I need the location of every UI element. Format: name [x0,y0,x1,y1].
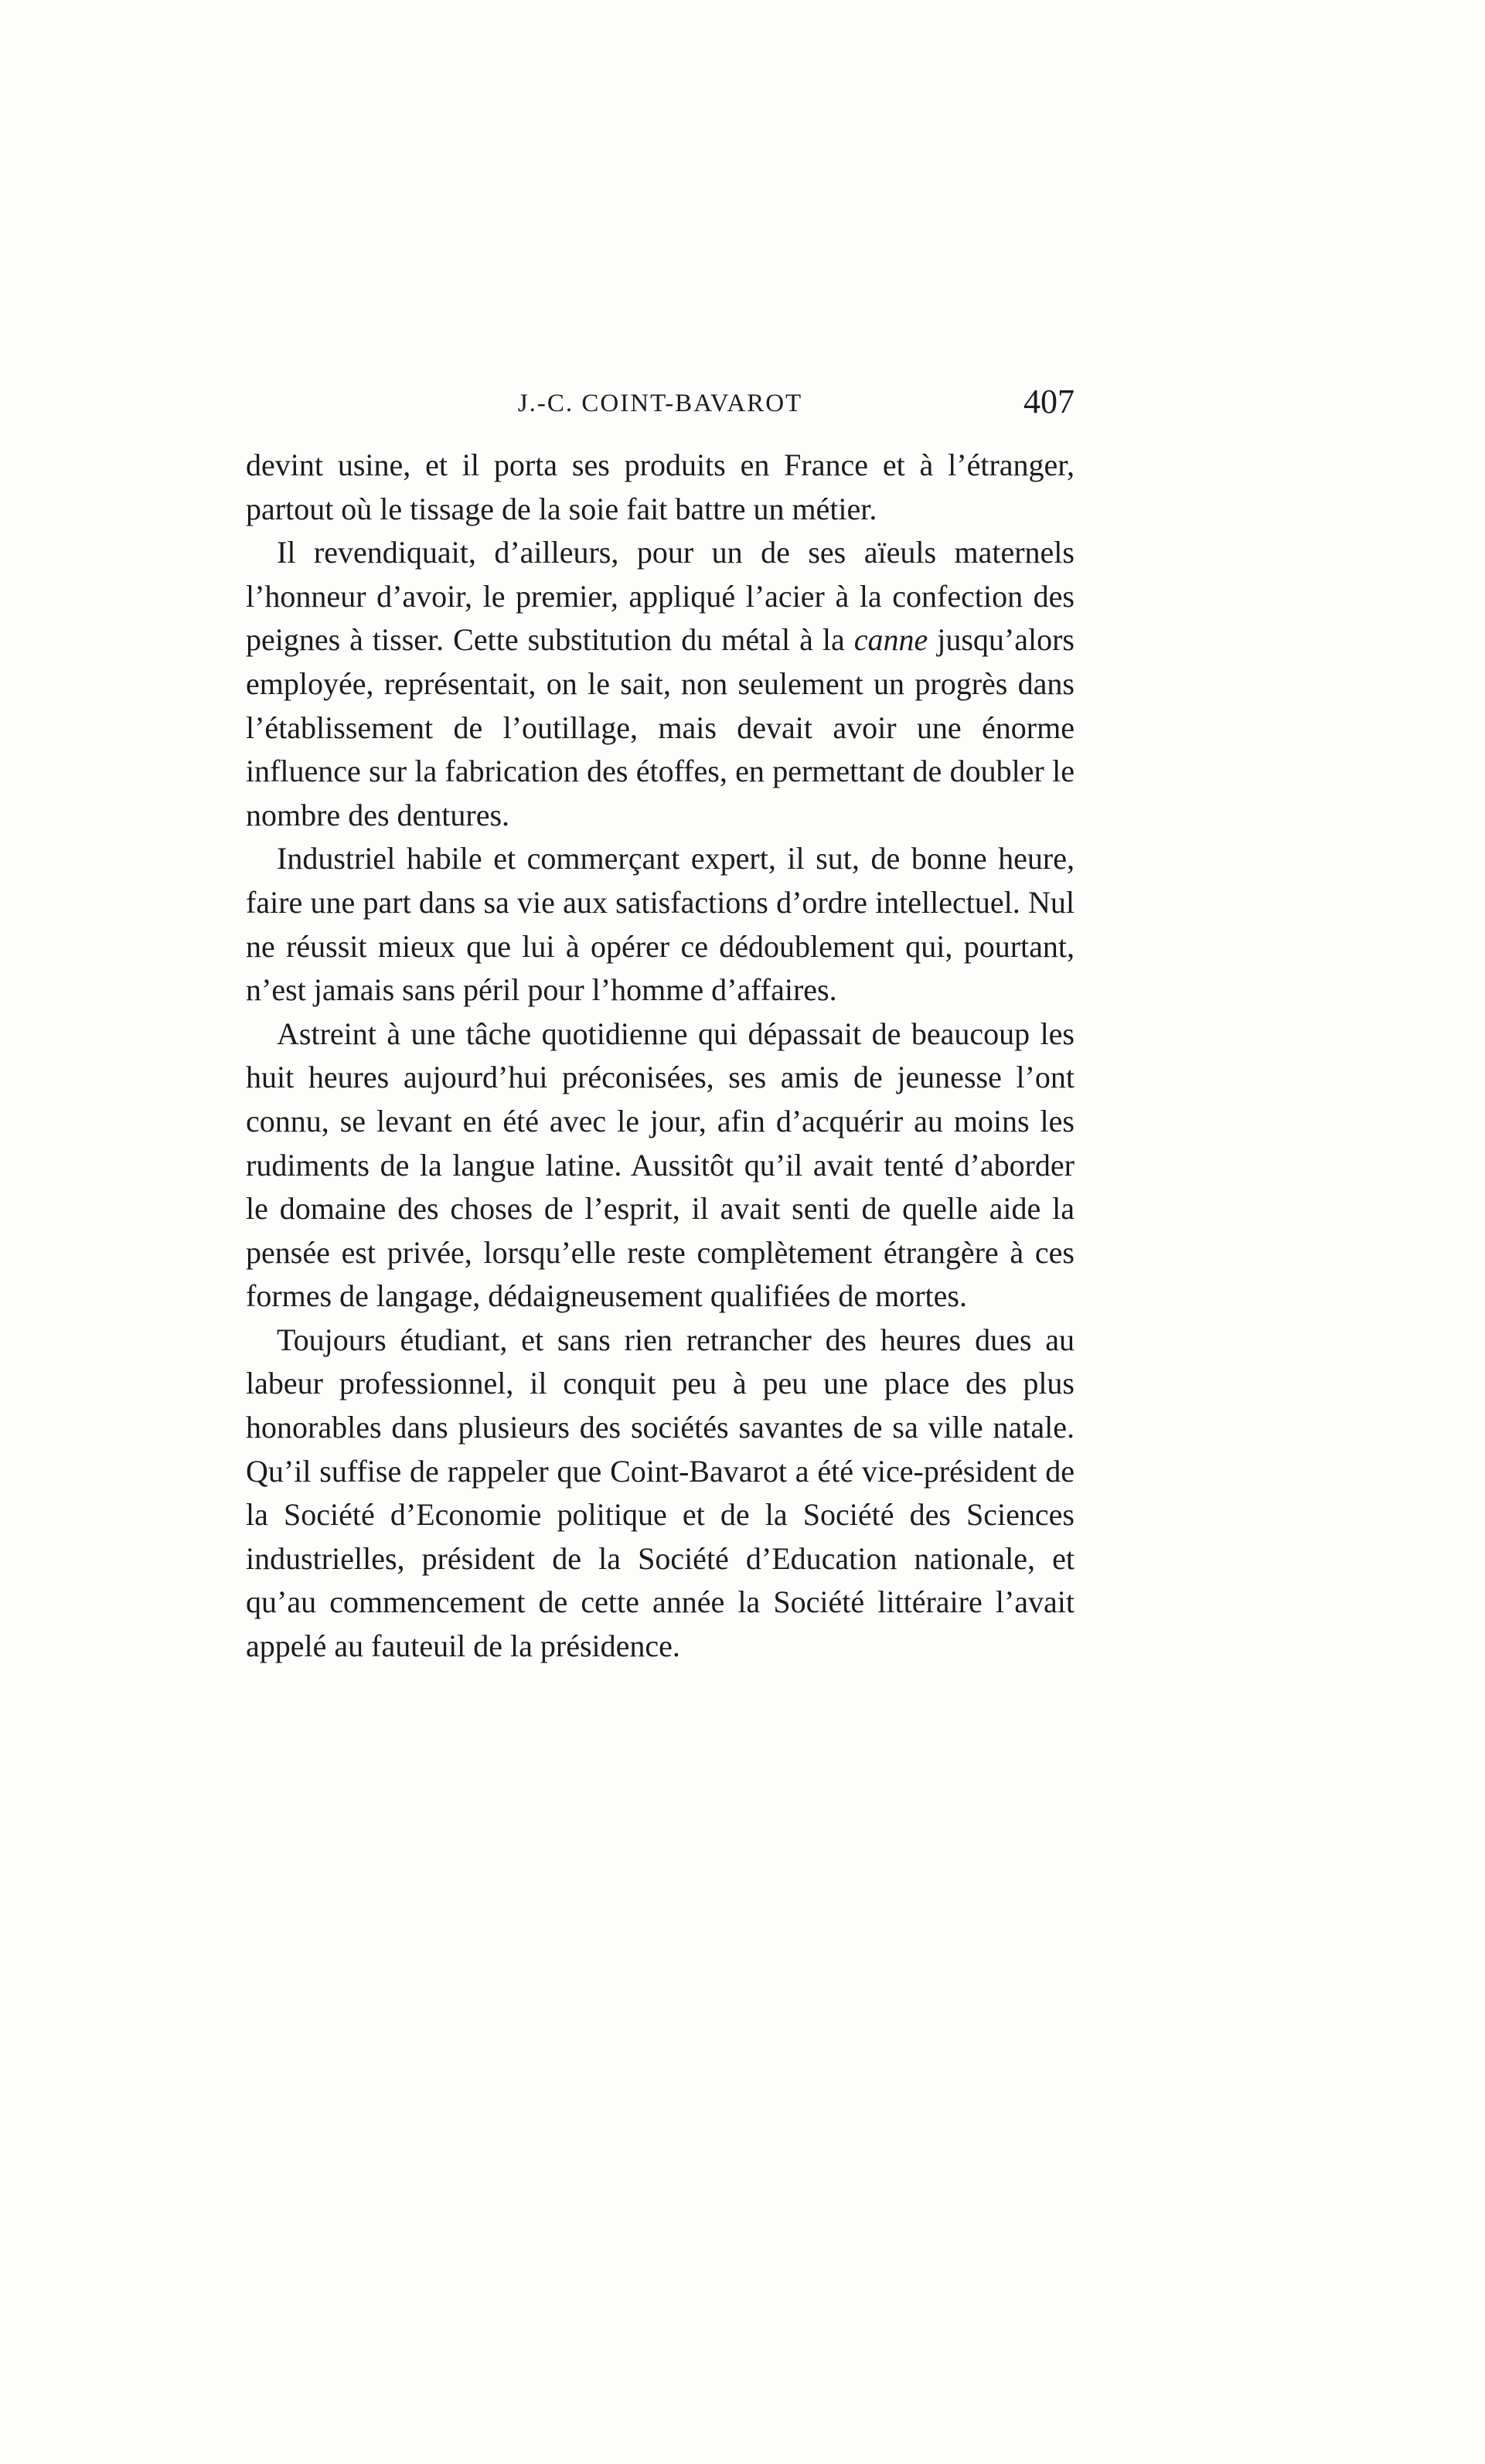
italic-word-canne: canne [853,622,928,658]
page-header [246,380,1075,430]
paragraph-2-part-2: jusqu’alors employée, représentait, on le sait, non seulement un progrès dans l’établissement de l’outillage, mais devait avoir une énorme influence sur la fabrication des étoffes, en permettant de doubler le nombre des dentures. [246,622,1075,832]
paragraph-4: Astreint à une tâche quotidienne qui dépassait de beaucoup les huit heures aujourd’hui préconisées, ses amis de jeunesse l’ont connu, se levant en été avec le jour, afin d’acquérir au moins les rudiments de la langue latine. Aussitôt qu’il avait tenté d’aborder le domaine des choses de l’esprit, il avait senti de quelle aide la pensée est privée, lorsqu’elle reste complètement étrangère à ces formes de langage, dédaigneusement qualifiées de mortes. [246,1016,1075,1314]
running-head: J.-C. COINT-BAVAROT [517,390,803,417]
paragraph-2-part-1: Il revendiquait, d’ailleurs, pour un de ses aïeuls maternels l’honneur d’avoir, le premier, appliqué l’acier à la confection des peignes à tisser. Cette substitution du métal à la [246,535,1075,658]
paragraph-1: devint usine, et il porta ses produits en France et à l’étranger, partout où le tissage de la soie fait battre un métier. [246,448,1075,526]
body-text [246,444,1075,1669]
paragraph-3: Industriel habile et commerçant expert, il sut, de bonne heure, faire une part dans sa vie aux satisfactions d’ordre intellectuel. Nul ne réussit mieux que lui à opérer ce dédoublement qui, pourtant, n’est jamais sans péril pour l’homme d’affaires. [246,841,1075,1008]
paragraph-5: Toujours étudiant, et sans rien retrancher des heures dues au labeur professionnel, il conquit peu à peu une place des plus honorables dans plusieurs des sociétés savantes de sa ville natale. Qu’il suffise de rappeler que Coint-Bavarot a été vice-président de la Société d’Economie politique et de la Société des Sciences industrielles, président de la Société d’Education nationale, et qu’au commencement de cette année la Société littéraire l’avait appelé au fauteuil de la présidence. [246,1322,1075,1664]
page-number: 407 [1023,383,1075,420]
paragraph-2 [246,531,1075,837]
